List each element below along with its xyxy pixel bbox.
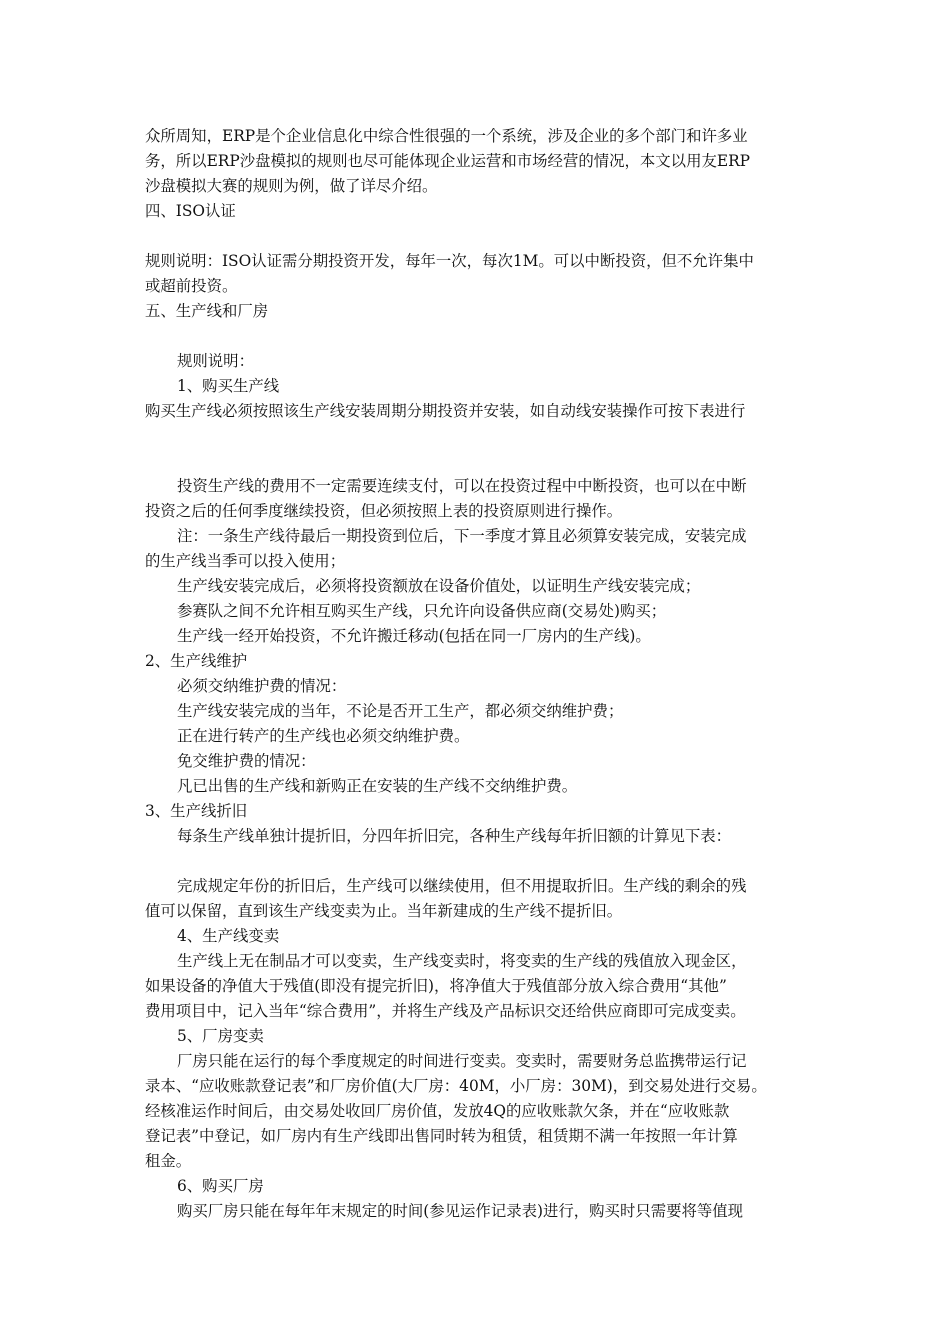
note-line-1: 注：一条生产线待最后一期投资到位后，下一季度才算且必须算安装完成，安装完成 [177,527,747,545]
factory-sale-line-3: 经核准运作时间后，由交易处收回厂房价值，发放4Q的应收账款欠条，并在“应收账款 [145,1102,730,1120]
factory-sale-line-4: 登记表”中登记，如厂房内有生产线即出售同时转为租赁，租赁期不满一年按照一年计算 [145,1127,738,1145]
note-line-4: 参赛队之间不允许相互购买生产线，只允许向设备供应商(交易处)购买； [177,602,667,620]
maintenance-line-5: 凡已出售的生产线和新购正在安装的生产线不交纳维护费。 [177,777,578,795]
maintenance-line-4: 免交维护费的情况： [177,752,316,770]
note-line-3: 生产线安装完成后，必须将投资额放在设备价值处，以证明生产线安装完成； [177,577,701,595]
section-heading-production-line: 五、生产线和厂房 [145,302,269,320]
iso-rule-line-1: 规则说明：ISO认证需分期投资开发，每年一次，每次1M。可以中断投资，但不允许集中 [145,252,754,270]
depreciation-line-2: 完成规定年份的折旧后，生产线可以继续使用，但不用提取折旧。生产线的剩余的残 [177,877,747,895]
intro-line-2: 务，所以ERP沙盘模拟的规则也尽可能体现企业运营和市场经营的情况，本文以用友ERP [145,152,751,170]
subheading-buy-factory: 6、购买厂房 [177,1177,264,1195]
investment-line-2: 投资之后的任何季度继续投资，但必须按照上表的投资原则进行操作。 [145,502,623,520]
maintenance-line-1: 必须交纳维护费的情况： [177,677,347,695]
buy-factory-line-1: 购买厂房只能在每年年末规定的时间(参见运作记录表)进行，购买时只需要将等值现 [177,1202,744,1220]
line-sale-line-1: 生产线上无在制品才可以变卖，生产线变卖时，将变卖的生产线的残值放入现金区， [177,952,747,970]
subheading-maintenance: 2、生产线维护 [145,652,248,670]
investment-line-1: 投资生产线的费用不一定需要连续支付，可以在投资过程中中断投资，也可以在中断 [177,477,747,495]
line-sale-line-3: 费用项目中，记入当年“综合费用”，并将生产线及产品标识交还给供应商即可完成变卖。 [145,1002,746,1020]
intro-line-1: 众所周知，ERP是个企业信息化中综合性很强的一个系统，涉及企业的多个部门和许多业 [145,127,748,145]
subheading-buy-line: 1、购买生产线 [177,377,280,395]
note-line-2: 的生产线当季可以投入使用； [145,552,346,570]
subheading-factory-sale: 5、厂房变卖 [177,1027,264,1045]
subheading-depreciation: 3、生产线折旧 [145,802,248,820]
depreciation-line-1: 每条生产线单独计提折旧，分四年折旧完，各种生产线每年折旧额的计算见下表： [177,827,732,845]
subheading-line-sale: 4、生产线变卖 [177,927,280,945]
buy-line-paragraph: 购买生产线必须按照该生产线安装周期分期投资并安装，如自动线安装操作可按下表进行 [145,402,746,420]
depreciation-line-3: 值可以保留，直到该生产线变卖为止。当年新建成的生产线不提折旧。 [145,902,623,920]
section-heading-iso: 四、ISO认证 [145,202,236,220]
rule-label: 规则说明： [177,352,254,370]
line-sale-line-2: 如果设备的净值大于残值(即没有提完折旧)，将净值大于残值部分放入综合费用“其他” [145,977,727,995]
iso-rule-line-2: 或超前投资。 [145,277,238,295]
factory-sale-line-5: 租金。 [145,1152,192,1170]
maintenance-line-2: 生产线安装完成的当年，不论是否开工生产，都必须交纳维护费； [177,702,624,720]
intro-line-3: 沙盘模拟大赛的规则为例，做了详尽介绍。 [145,177,438,195]
maintenance-line-3: 正在进行转产的生产线也必须交纳维护费。 [177,727,470,745]
note-line-5: 生产线一经开始投资，不允许搬迁移动(包括在同一厂房内的生产线)。 [177,627,651,645]
factory-sale-line-1: 厂房只能在运行的每个季度规定的时间进行变卖。变卖时，需要财务总监携带运行记 [177,1052,747,1070]
factory-sale-line-2: 录本、“应收账款登记表”和厂房价值(大厂房：40M，小厂房：30M)，到交易处进行交易。 [145,1077,767,1095]
